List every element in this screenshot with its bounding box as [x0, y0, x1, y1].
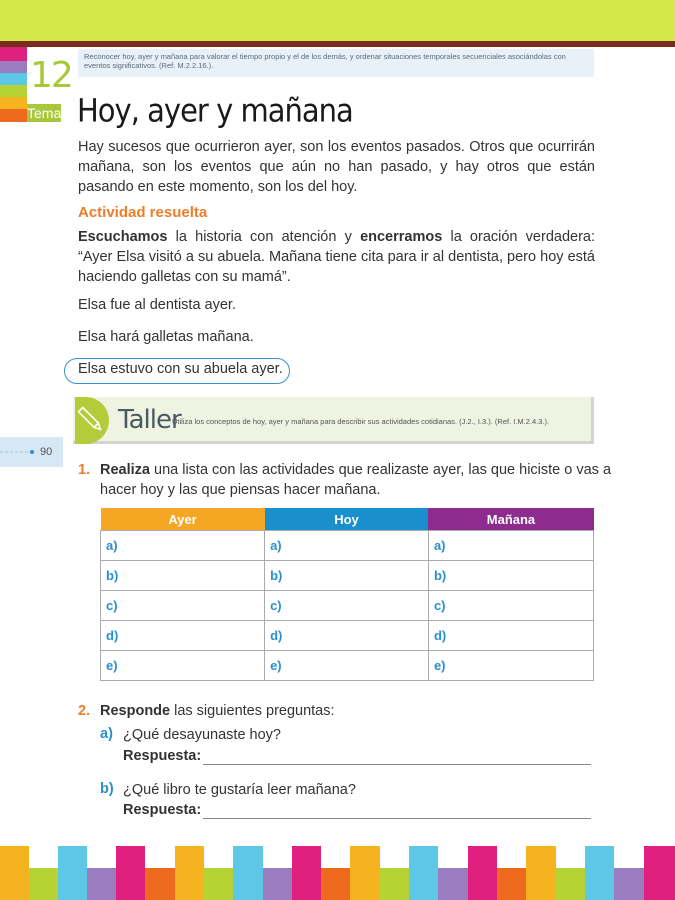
- table-row: [101, 651, 594, 681]
- table-cell[interactable]: c): [265, 591, 429, 621]
- table-row: [101, 531, 594, 561]
- option-2: Elsa hará galletas mañana.: [78, 329, 254, 345]
- table-cell[interactable]: b): [101, 561, 265, 591]
- question-1-verb: Realiza: [100, 462, 150, 478]
- table-cell[interactable]: a): [265, 531, 429, 561]
- option-3: Elsa estuvo con su abuela ayer.: [78, 361, 283, 377]
- top-color-bar: [0, 0, 675, 41]
- sub-question-a: ¿Qué desayunaste hoy?: [123, 727, 281, 743]
- column-header-ayer: Ayer: [101, 508, 265, 531]
- answer-line-b[interactable]: [203, 818, 591, 819]
- table-cell[interactable]: e): [101, 651, 265, 681]
- bottom-color-bars: [0, 846, 675, 900]
- column-header-manana: Mañana: [428, 508, 593, 531]
- table-cell[interactable]: a): [101, 531, 265, 561]
- answer-line-a[interactable]: [203, 764, 591, 765]
- table-cell[interactable]: c): [428, 591, 593, 621]
- table-row: [101, 621, 594, 651]
- activity-paragraph: Escuchamos la historia con atención y encerramos la oración verdadera: “Ayer Elsa visitó a su abuela. Mañana tiene cita para ir al dentista, pero hoy está haciendo galletas con su mamá”.: [78, 229, 595, 285]
- table-row: [101, 591, 594, 621]
- sub-question-b: ¿Qué libro te gustaría leer mañana?: [123, 782, 356, 798]
- table-cell[interactable]: a): [428, 531, 593, 561]
- table-row: [101, 561, 594, 591]
- activity-heading: Actividad resuelta: [78, 204, 208, 221]
- table-cell[interactable]: b): [265, 561, 429, 591]
- question-1-line-2: hacer hoy y las que piensas hacer mañana.: [100, 482, 381, 498]
- side-color-strip: [0, 47, 27, 61]
- question-1: 1. Realiza una lista con las actividades que realizaste ayer, las que hiciste o vas a: [78, 462, 612, 478]
- taller-label: Taller: [118, 405, 181, 435]
- activity-verb-2: encerramos: [360, 229, 443, 245]
- option-1: Elsa fue al dentista ayer.: [78, 297, 236, 313]
- theme-label: Tema: [27, 105, 62, 121]
- table-cell[interactable]: d): [265, 621, 429, 651]
- answer-label-b: Respuesta:: [123, 802, 202, 818]
- question-2-number: 2.: [78, 703, 91, 719]
- question-2: 2. Responde las siguientes preguntas:: [78, 703, 335, 719]
- table-cell[interactable]: e): [265, 651, 429, 681]
- sub-question-b-letter: b): [100, 781, 114, 797]
- table-cell[interactable]: d): [428, 621, 593, 651]
- column-header-hoy: Hoy: [265, 508, 429, 531]
- table-cell[interactable]: e): [428, 651, 593, 681]
- theme-number: 12: [30, 55, 72, 96]
- table-cell[interactable]: c): [101, 591, 265, 621]
- answer-label-a: Respuesta:: [123, 748, 202, 764]
- pencil-icon: [75, 397, 109, 444]
- page-number: 90: [40, 446, 53, 458]
- page-title: Hoy, ayer y mañana: [77, 92, 353, 130]
- table-cell[interactable]: d): [101, 621, 265, 651]
- top-divider-line: [0, 41, 675, 47]
- objective-box: Reconocer hoy, ayer y mañana para valorar el tiempo propio y el de los demás, y ordenar situaciones temporales secuenciales asociándolas con eventos significativos. (Ref. M.2.2.16.).: [78, 49, 594, 77]
- table-cell[interactable]: b): [428, 561, 593, 591]
- intro-paragraph: Hay sucesos que ocurrieron ayer, son los eventos pasados. Otros que ocurrirán mañana, son los eventos que aún no han pasado, y hay otros que están pasando en este momento, son los del hoy.: [78, 139, 595, 195]
- question-1-number: 1.: [78, 462, 91, 478]
- question-2-verb: Responde: [100, 703, 171, 719]
- activity-verb-1: Escuchamos: [78, 229, 168, 245]
- page-tab: [0, 437, 63, 467]
- activities-table: [100, 508, 594, 681]
- sub-question-a-letter: a): [100, 726, 113, 742]
- taller-description: Utiliza los conceptos de hoy, ayer y mañana para describir sus actividades cotidianas. (J.2., I.3.). (Ref. I.M.2.4.3.).: [172, 417, 550, 426]
